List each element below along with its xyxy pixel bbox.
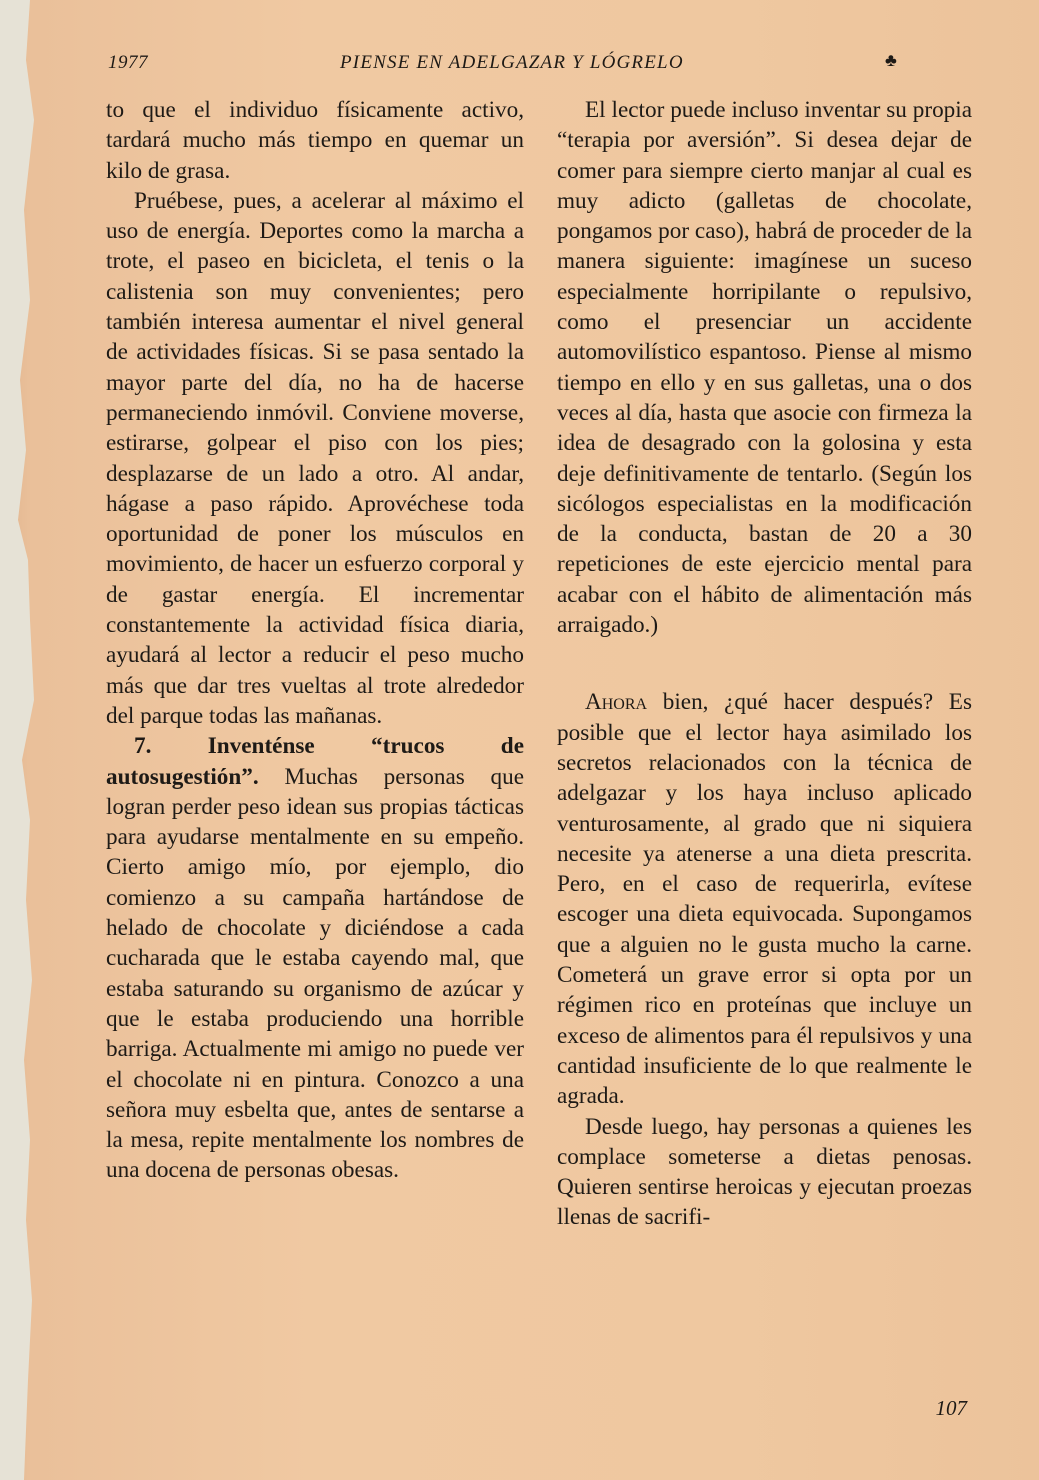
left-paragraph-2: Pruébese, pues, a acelerar al máximo el uso de energía. Deportes como la marcha a trote, el paseo en bicicleta, el tenis o la calistenia son muy convenientes; pero también interesa aumentar el nivel general de actividades físicas. Si se pasa sentado la mayor parte del día, no ha de hacerse permaneciendo inmóvil. Conviene moverse, estirarse, golpear el piso con los pies; desplazarse de un lado a otro. Al andar, hágase a paso rápido. Aprovéchese toda oportunidad de poner los músculos en movimiento, de hacer un esfuerzo corporal y de gastar energía. El incrementar constantemente la actividad física diaria, ayudará al lector a reducir el peso mucho más que dar tres vueltas al trote alrededor del parque todas las mañanas. [106, 187, 524, 729]
running-title: PIENSE EN ADELGAZAR Y LÓGRELO [340, 52, 684, 73]
club-ornament-icon: ♣ [885, 50, 897, 70]
left-paragraph-3 [106, 731, 524, 1185]
right-column [557, 95, 972, 1233]
right-paragraph-2 [557, 687, 972, 1111]
section-break [557, 640, 972, 687]
lead-in-word: Ahora [585, 689, 648, 716]
left-paragraph-1: to que el individuo físicamente activo, tardará mucho más tiempo en quemar un kilo de grasa. [106, 97, 524, 184]
left-paragraph-3-body: Muchas personas que logran perder peso idean sus propias tácticas para ayudarse mentalmente en su empeño. Cierto amigo mío, por ejemplo, dio comienzo a su campaña hartándose de helado de chocolate y diciéndose a cada cucharada que le estaba cayendo mal, que estaba saturando su organismo de azúcar y que le estaba produciendo una horrible barriga. Actualmente mi amigo no puede ver el chocolate ni en pintura. Conozco a una señora muy esbelta que, antes de sentarse a la mesa, repite mentalmente los nombres de una docena de personas obesas. [106, 763, 524, 1184]
right-paragraph-1: El lector puede incluso inventar su propia “terapia por aversión”. Si desea dejar de comer para siempre cierto manjar al cual es muy adicto (galletas de chocolate, pongamos por caso), habrá de proceder de la manera siguiente: imagínese un suceso especialmente horripilante o repulsivo, como el presenciar un accidente automovilístico espantoso. Piense al mismo tiempo en ello y en sus galletas, una o dos veces al día, hasta que asocie con firmeza la idea de desagrado con la golosina y esta deje definitivamente de tentarlo. (Según los sicólogos especialistas en la modificación de la conducta, bastan de 20 a 30 repeticiones de este ejercicio mental para acabar con el hábito de alimentación más arraigado.) [557, 97, 972, 639]
right-paragraph-2-body: bien, ¿qué hacer después? Es posible que el lector haya asimilado los secretos relacionados con la técnica de adelgazar y los haya incluso aplicado venturosamente, al grado que ni siquiera necesite ya atenerse a una dieta prescrita. Pero, en el caso de requerirla, evítese escoger una dieta equivocada. Supongamos que a alguien no le gusta mucho la carne. Cometerá un grave error si opta por un régimen rico en proteínas que incluye un exceso de alimentos para él repulsivos y una cantidad insuficiente de lo que realmente le agrada. [557, 689, 972, 1110]
section-heading-7: 7. Inventénse “trucos de autosugestión”. [106, 733, 524, 790]
right-paragraph-3: Desde luego, hay personas a quienes les complace someterse a dietas penosas. Quieren sentirse heroicas y ejecutan proezas llenas de sacrifi- [557, 1113, 972, 1231]
torn-page-edge [0, 0, 40, 1480]
left-column [106, 95, 524, 1186]
page-number: 107 [935, 1396, 967, 1420]
page-header [0, 52, 1039, 86]
header-year: 1977 [108, 52, 148, 73]
